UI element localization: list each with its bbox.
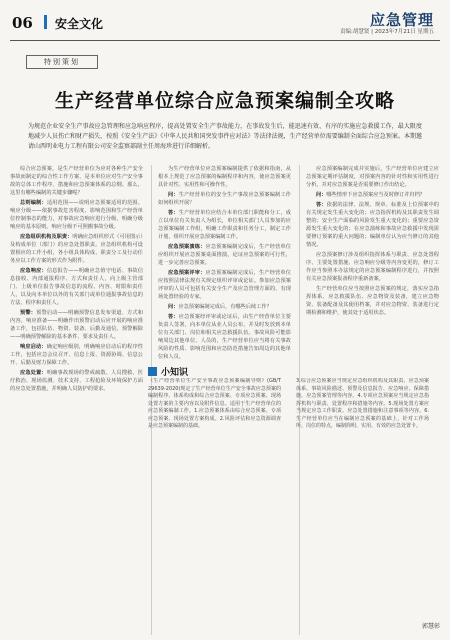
paragraph-lead: 应急组织机构及职责： — [20, 234, 73, 240]
paragraph-lead: 答： — [168, 210, 179, 216]
body-paragraph: 应急预案评审：应急预案编制完成后，生产经营单位应按照法律法规有关规定组织评审或论证。参加应急预案评审的人员可包括有关安全生产及应急管理方面的、有现场处置经验的专家。 — [158, 270, 291, 300]
knowledge-left — [148, 378, 281, 470]
body-paragraph: 应急预案修订涉及组织指挥体系与职责、应急处置程序、主要处置措施、应急响应分级等内容变更的，修订工作应当参照本办法规定的应急预案编制程序进行，并按照有关应急预案报备程序重新备案。 — [306, 252, 439, 282]
paragraph-lead: 总则编制： — [20, 200, 47, 206]
header-rule — [10, 40, 440, 41]
body-paragraph: 为生产经营单位应急预案编制提供了依据和指南，从根本上规范了应急预案的编制程序和内容，使应急预案更具针对性、实用性和可操作性。 — [158, 166, 291, 188]
article-lead: 为规范企业安全生产事故应急管理和应急响应程序，提高处置安全生产事故能力，在事故发生后，能迅速有效、有序的实施应急救援工作，最大限度地减少人员伤亡和财产损失，按照《安全生产法》《中华人民共和国突发事件应对法》等法律法规，生产经营单位需要编制全面综合应急预案。本期邀请山西明业电力工程有限公司安全监察部副主任周海珍进行详细解析。 — [28, 123, 422, 150]
body-paragraph: 生产经营单位应当按照应急预案的规定，落实应急指挥体系、应急救援队伍、应急物资及装备，建立应急物资、装备配备及其使用档案，并对应急物资、装备进行定期检测和维护，使其处于适用状态。 — [306, 286, 439, 316]
section-title: 安全文化 — [55, 17, 104, 31]
author-credit: 郭慧彰 — [421, 623, 440, 630]
body-paragraph: 总则编制：适用范围——说明应急预案适用的范围。响应分级——依据事故危害程度、影响范围和生产经营单位控制事态的能力，对事故应急响应进行分级，明确分级响应的基本原则。响应分级不可照搬事故分级。 — [10, 200, 143, 230]
paragraph-lead: 问： — [168, 192, 179, 198]
masthead: 应急管理 — [369, 11, 434, 29]
feature-tag: 特别策划 — [26, 55, 98, 69]
knowledge-icon — [148, 367, 157, 376]
body-paragraph: 应急响应：信息报告——明确应急值守电话、事故信息接收、内部通报程序、方式和责任人，向上级主管部门、上级单位报告事故信息的流程、内容、时限和责任人，以及向本单位以外的有关部门或单位通报事故信息的方法、程序和责任人。 — [10, 268, 143, 306]
column-3 — [306, 165, 439, 360]
body-paragraph: 问：生产经营单位的安全生产事故应急预案编制工作如何组织开展？ — [158, 192, 291, 206]
column-2 — [158, 165, 291, 360]
knowledge-heading — [148, 365, 430, 378]
section-marker — [44, 15, 47, 29]
paragraph-lead: 应急响应： — [20, 268, 47, 274]
body-paragraph: 应急预案编制完成并实施后，生产经营单位应建立应急预案定期评估制度，对预案内容的针对性和实用性进行分析，并对应急预案是否需要修订作出结论。 — [306, 166, 439, 188]
body-paragraph: 预警：预警启动——明确预警信息发布渠道、方式和内容。响应准备——明确作出预警启动后应开展的响应准备工作，包括队伍、物资、装备、后勤及通信。预警解除——明确预警解除的基本条件、要求及责任人。 — [10, 310, 143, 340]
body-paragraph: 问：应急预案编制完成后，有哪些后续工作？ — [168, 304, 272, 310]
paragraph-lead: 应急处置： — [20, 370, 47, 376]
paragraph-lead: 应急预案评审： — [168, 270, 206, 276]
page-number: 06 — [12, 14, 33, 32]
body-paragraph: 答：生产经营单位应结合本单位部门职能和分工，成立以单位有关负责人为组长，单位相关部门人员参加的应急预案编制工作组，明确工作职责和任务分工，制定工作计划，组织开展应急预案编制工作。 — [158, 210, 291, 240]
body-paragraph: 应急处置：明确事故现场的警戒疏散、人员搜救、医疗救治、现场监测、技术支持、工程抢险及环境保护方面的应急处置措施，并明确人员防护的要求。 — [10, 370, 143, 392]
body-paragraph: 应急组织机构及职责：明确应急组织形式（可用图示）及构成单位（部门）的应急处置职责。应急组织机构可设置相应的工作小组，各小组具体构成、职责分工及行动任务应以工作方案的形式作为附件。 — [10, 234, 143, 264]
paragraph-lead: 问： — [316, 192, 327, 198]
knowledge-right-text: 3.综合应急预案应当规定应急组织机构及其职责、应急预案体系、事故风险描述、预警及信息报告、应急响应、保障措施、应急预案管理等内容。4.专项应急预案应当规定应急指挥机构与职责、处置程序和措施等内容。5.现场处置方案应当规定应急工作职责、应急处置措施和注意事项等内容。6.生产经营单位应当在编制应急预案的基础上，针对工作场所、岗位的特点，编制简明、实用、有效的应急处置卡。 — [296, 378, 429, 429]
masthead-sub: 责编:胡慧贤 | 2023年7月21日 星期五 — [340, 29, 434, 35]
body-paragraph: 响应启动：确定响应级别，明确响应启动后的程序性工作，包括应急会议召开、信息上报、资源协调、信息公开、后勤及财力保障工作。 — [10, 344, 143, 366]
body-paragraph: 答：应急预案经评审或论证后，由生产经营单位主要负责人签署，向本单位从业人员公布，并及时发放到本单位有关部门、岗位和相关应急救援队伍。事故风险可能影响周边其他单位、人员的，生产经营单位应当将有关事故风险的性质、影响范围和应急防范措施告知周边的其他单位和人员。 — [158, 314, 291, 360]
page-header — [0, 0, 450, 40]
paragraph-lead: 应急预案演练： — [168, 244, 206, 250]
paragraph-lead: 响应启动： — [20, 344, 47, 350]
column-1 — [10, 165, 143, 635]
body-paragraph: 问：哪些情形下应急预案应当及时修订并归档？ — [316, 192, 425, 198]
paragraph-lead: 问： — [168, 304, 179, 310]
knowledge-left-text: 《生产经营单位生产安全事故应急预案编制导则》(GB/T 29639-2020)规定了生产经营单位生产安全事故应急预案的编制程序、体系构成和综合应急预案、专项应急预案、现场处置方案的主要内容以及附件信息。适用于生产经营单位的应急预案编制工作。1.应急预案体系由综合应急预案、专项应急预案、现场处置方案构成。2.风险评估和应急资源调查是应急预案编制的基础。 — [148, 378, 281, 429]
paragraph-lead: 答： — [316, 202, 327, 208]
knowledge-right — [296, 378, 429, 470]
body-paragraph: 应急预案演练：应急预案编制完成后，生产经营单位应组织开展应急预案桌面推演，论证应急预案的可行性，进一步完善应急预案。 — [158, 244, 291, 266]
paragraph-lead: 预警： — [20, 310, 37, 316]
body-paragraph: 综合应急预案，是生产经营单位为应对各种生产安全事故而制定的综合性工作方案，是本单位应对生产安全事故的总体工作程序、措施和应急预案体系的总纲。那么，这里有哪些编制的关键步骤呢？ — [10, 166, 143, 196]
article-title: 生产经营单位综合应急预案编制全攻略 — [54, 90, 395, 112]
knowledge-heading-text: 小知识 — [161, 368, 189, 378]
body-paragraph: 答：依据的法律、法规、规章、标准及上位预案中的有关规定发生重大变化的；应急指挥机构及其职责发生调整的；安全生产面临的风险发生重大变化的；重要应急资源发生重大变化的；在应急演练和事故应急救援中发现需要修订预案的重大问题的；编制单位认为应当修订的其他情况。 — [306, 202, 439, 248]
paragraph-lead: 答： — [168, 314, 179, 320]
